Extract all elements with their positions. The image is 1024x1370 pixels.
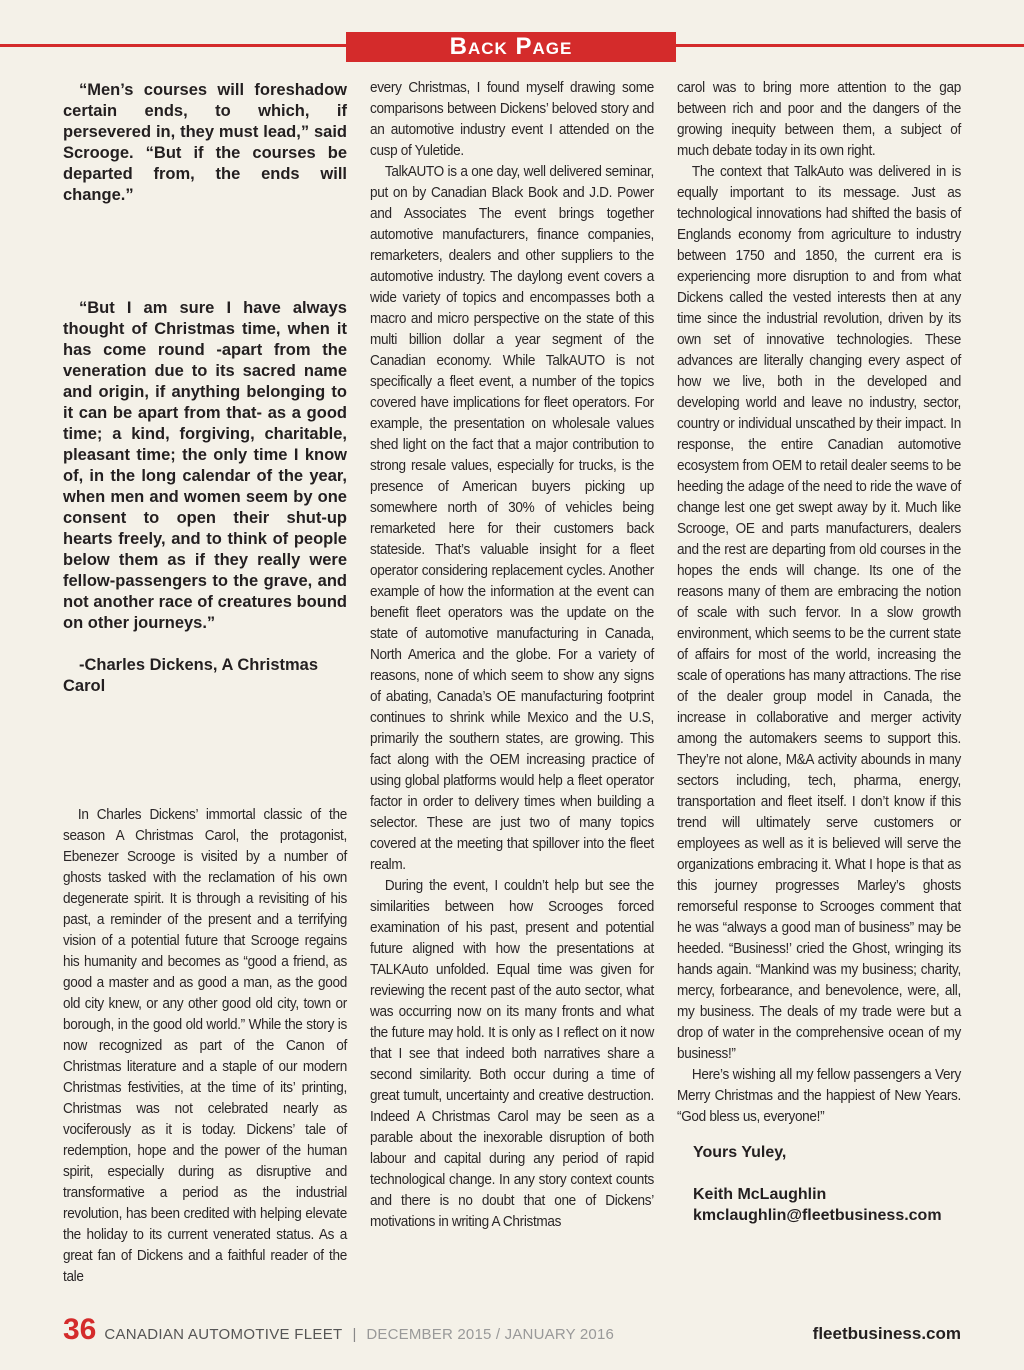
issue-date: DECEMBER 2015 / JANUARY 2016 <box>366 1326 615 1343</box>
intro-paragraph: In Charles Dickens’ immortal classic of the season A Christmas Carol, the protagonist, Ebenezer Scrooge is visited by a number of ghosts tasked with the reclamation of his own degenerate spirit. It is through a revisiting of his past, a reminder of the present and a terrifying vision of a potential future that Scrooge regains his humanity and becomes as “good a friend, as good a master and as good a man, as the good old city knew, or any other good old city, town or borough, in the good old world.” While the story is now recognized as part of the Canon of Christmas literature and a staple of our modern Christmas festivities, at the time of its’ printing, Christmas was not celebrated nearly as vociferously as it is today. Dickens’ tale of redemption, hope and the power of the human spirit, especially during as disruptive and transformative a period as the industrial revolution, has been credited with helping elevate the holiday to its current venerated status. As a great fan of Dickens and a faithful reader of the tale <box>63 807 347 1285</box>
christmas-quote: “But I am sure I have always thought of Christmas time, when it has come round -apart from the veneration due to its sacred name and origin, if anything belonging to it can be apart from that- as a good time; a kind, forgiving, charitable, pleasant time; the only time I know of, in the long calendar of the year, when men and women seem by one consent to open their shut-up hearts freely, and to think of people below them as if they really were fellow-passengers to the grave, and not another race of creatures bound on other journeys.” <box>63 299 347 632</box>
website-link[interactable]: fleetbusiness.com <box>812 1324 961 1343</box>
section-title: Back Page <box>346 32 676 62</box>
middle-paragraph-1: every Christmas, I found myself drawing some comparisons between Dickens’ beloved story and an automotive industry event I attended on the cusp of Yuletide. <box>370 80 654 159</box>
author-name: Keith McLaughlin <box>693 1186 827 1203</box>
middle-paragraph-3: During the event, I couldn’t help but see the similarities between how Scrooges forced examination of his past, present and potential future aligned with how the presentations at TALKAuto unfolded. Equal time was given for reviewing the recent past of the auto sector, what was occurring now on its many fronts and what the future may hold. It is only as I reflect on it now that I see that indeed both narratives share a second similarity. Both occur during a time of great tumult, uncertainty and creative destruction. Indeed A Christmas Carol may be seen as a parable about the inexorable disruption of both labour and capital during any period of rapid technological change. In any story context counts and there is no doubt that one of Dickens’ motivations in writing A Christmas <box>370 878 654 1230</box>
author-email[interactable]: kmclaughlin@fleetbusiness.com <box>693 1207 942 1224</box>
right-paragraph-3: Here’s wishing all my fellow passengers a Very Merry Christmas and the happiest of New Years. “God bless us, everyone!” <box>677 1067 961 1125</box>
quote-attribution: -Charles Dickens, A Christmas Carol <box>63 656 319 695</box>
left-column <box>63 78 347 1288</box>
right-paragraph-1: carol was to bring more attention to the gap between rich and poor and the dangers of the growing inequity between them, a subject of much debate today in its own right. <box>677 80 961 159</box>
scrooge-quote: “Men’s courses will foreshadow certain ends, to which, if persevered in, they must lead,” said Scrooge. “But if the courses be departed from, the ends will change.” <box>63 81 347 204</box>
page-number: 36 <box>63 1313 97 1346</box>
right-paragraph-2: The context that TalkAuto was delivered in is equally important to its message. Just as technological innovations had shifted the basis of Englands economy from agriculture to industry between 1750 and 1850, the current era is experiencing more disruption to and from what Dickens called the vested interests then at any time since the industrial revolution, driven by its own set of innovative technologies. These advances are literally changing every aspect of how we live, both in the developed and developing world and leave no industry, sector, country or individual unscathed by their impact. In response, the entire Canadian automotive ecosystem from OEM to retail dealer seems to be heeding the adage of the need to ride the wave of change lest one get swept away by it. Much like Scrooge, OE and parts manufacturers, dealers and the rest are departing from old courses in the hopes the ends will change. Its one of the reasons many of them are embracing the notion of scale with such fervor. In a slow growth environment, which seems to be the current state of affairs for most of the world, increasing the scale of operations has many attractions. The rise of the dealer group model in Canada, the increase in collaborative and merger activity among the automakers seems to support this. They’re not alone, M&A activity abounds in many sectors including, tech, pharma, energy, transportation and fleet itself. I don’t know if this trend will ultimately serve customers or employees as well as it is believed will serve the organizations embracing it. What I hope is that as this journey progresses Marley’s ghosts remorseful response to Scrooges comment that he was “always a good man of business” may be heeded. “Business!’ cried the Ghost, wringing its hands again. “Mankind was my business; charity, mercy, forbearance, and benevolence, were, all, my business. The deals of my trade were but a drop of water in the comprehensive ocean of my business!” <box>677 164 961 1062</box>
page-footer <box>63 1313 961 1349</box>
footer-separator: | <box>352 1326 357 1343</box>
closing-line: Yours Yuley, <box>693 1144 787 1161</box>
signature-block <box>677 1142 961 1226</box>
right-column <box>677 78 961 1226</box>
middle-paragraph-2: TalkAUTO is a one day, well delivered seminar, put on by Canadian Black Book and J.D. Power and Associates The event brings together automotive manufacturers, finance companies, remarketers, dealers and other suppliers to the automotive industry. The daylong event covers a wide variety of topics and encompasses both a macro and micro perspective on the state of this multi billion dollar a year segment of the Canadian economy. While TalkAUTO is not specifically a fleet event, a number of the topics covered have implications for fleet operators. For example, the presentation on wholesale values shed light on the fact that a major contribution to strong resale values, especially for trucks, is the presence of American buyers picking up somewhere north of 30% of vehicles being remarketed here for their customers back stateside. That’s valuable insight for a fleet operator considering replacement cycles. Another example of how the information at the event can benefit fleet operators was the update on the state of automotive manufacturing in Canada, North America and the globe. For a variety of reasons, none of which seem to show any signs of abating, Canada’s OE manufacturing footprint continues to shrink while Mexico and the U.S, primarily the southern states, are growing. This fact along with the OEM increasing practice of using global platforms would help a fleet operator factor in order to delivery times when building a selector. These are just two of many topics covered at the meeting that spillover into the fleet realm. <box>370 164 654 873</box>
publication-name: CANADIAN AUTOMOTIVE FLEET <box>104 1326 343 1343</box>
middle-column <box>370 78 654 1233</box>
